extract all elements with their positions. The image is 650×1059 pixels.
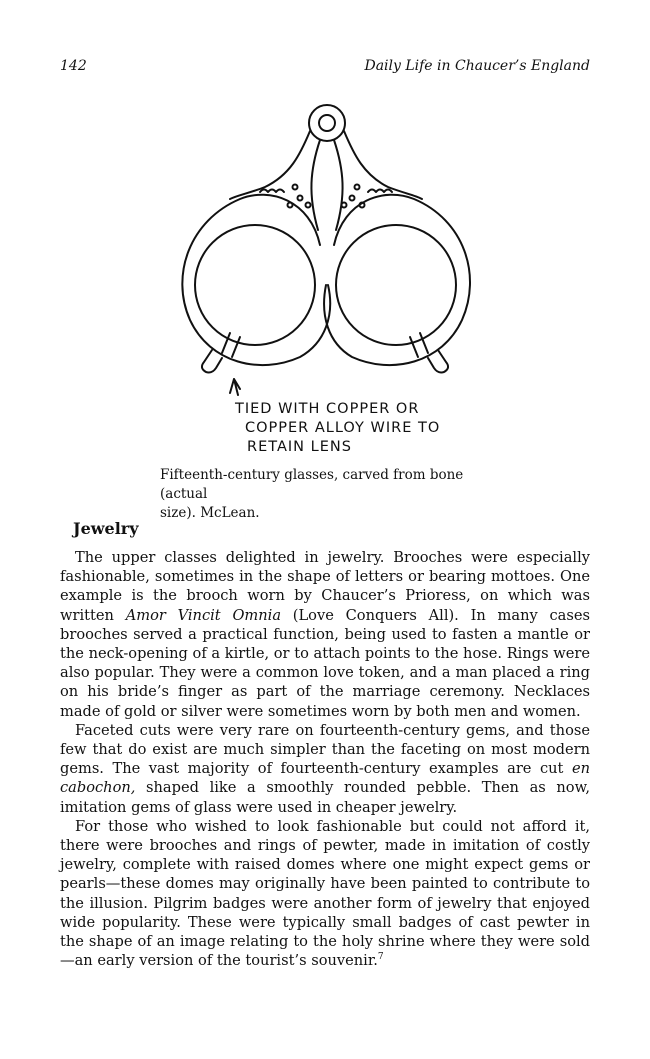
glasses-drawing	[160, 95, 490, 455]
left-frame-outer	[182, 195, 330, 365]
body-text	[60, 548, 590, 970]
figure-bone-glasses	[160, 95, 490, 455]
footnote-marker[interactable]: 7	[377, 952, 384, 963]
page-number: 142	[60, 58, 87, 74]
caption-line: size). McLean.	[160, 505, 260, 521]
caption-line: Fifteenth-century glasses, carved from bone (actual	[160, 467, 464, 502]
left-arm-inner	[311, 140, 320, 230]
paragraph-1: The upper classes delighted in jewelry. Brooches were especially fashionable, sometimes in the shape of letters or bearing mottoes. One example is the brooch worn by Chaucer’s Prioress, on which was written Amor Vincit Omnia (Love Conquers All). In many cases brooches served a practical function, being used to fasten a mantle or the neck-opening of a kirtle, or to attach points to the hose. Rings were also popular. They were a common love token, and a man placed a ring on his bride’s finger as part of the marriage ceremony. Necklaces made of gold or silver were sometimes worn by both men and women.	[60, 549, 590, 720]
annotation-line-2: COPPER ALLOY WIRE TO	[245, 420, 441, 436]
section-heading: Jewelry	[73, 519, 139, 538]
right-arm-inner	[334, 140, 343, 230]
figure-caption	[160, 466, 500, 523]
right-frame-outer	[324, 195, 470, 365]
left-lens	[195, 225, 315, 345]
hinge-loop	[309, 105, 345, 141]
annotation-arrow	[230, 379, 240, 395]
annotation-line-1: TIED WITH COPPER OR	[235, 401, 420, 417]
paragraph-2: Faceted cuts were very rare on fourteenth-century gems, and those few that do exist are much simpler than the faceting on most modern gems. The vast majority of fourteenth-century examples are cut en cabochon, shaped like a smoothly rounded pebble. Then as now, imitation gems of glass were used in cheaper jewelry.	[60, 721, 590, 816]
running-head	[60, 58, 590, 78]
paragraph-3: For those who wished to look fashionable but could not afford it, there were brooches and rings of pewter, made in imitation of costly jewelry, complete with raised domes where one might expect gems or pearls—these domes may originally have been painted to contribute to the illusion. Pilgrim badges were another form of jewelry that enjoyed wide popularity. These were typically small badges of cast pewter in the shape of an image relating to the holy shrine where they were sold—an early version of the tourist’s souvenir.$^7$	[60, 817, 590, 970]
running-title: Daily Life in Chaucer’s England	[364, 58, 590, 74]
right-lens	[336, 225, 456, 345]
annotation-line-3: RETAIN LENS	[247, 439, 352, 455]
hinge-hole	[319, 115, 335, 131]
